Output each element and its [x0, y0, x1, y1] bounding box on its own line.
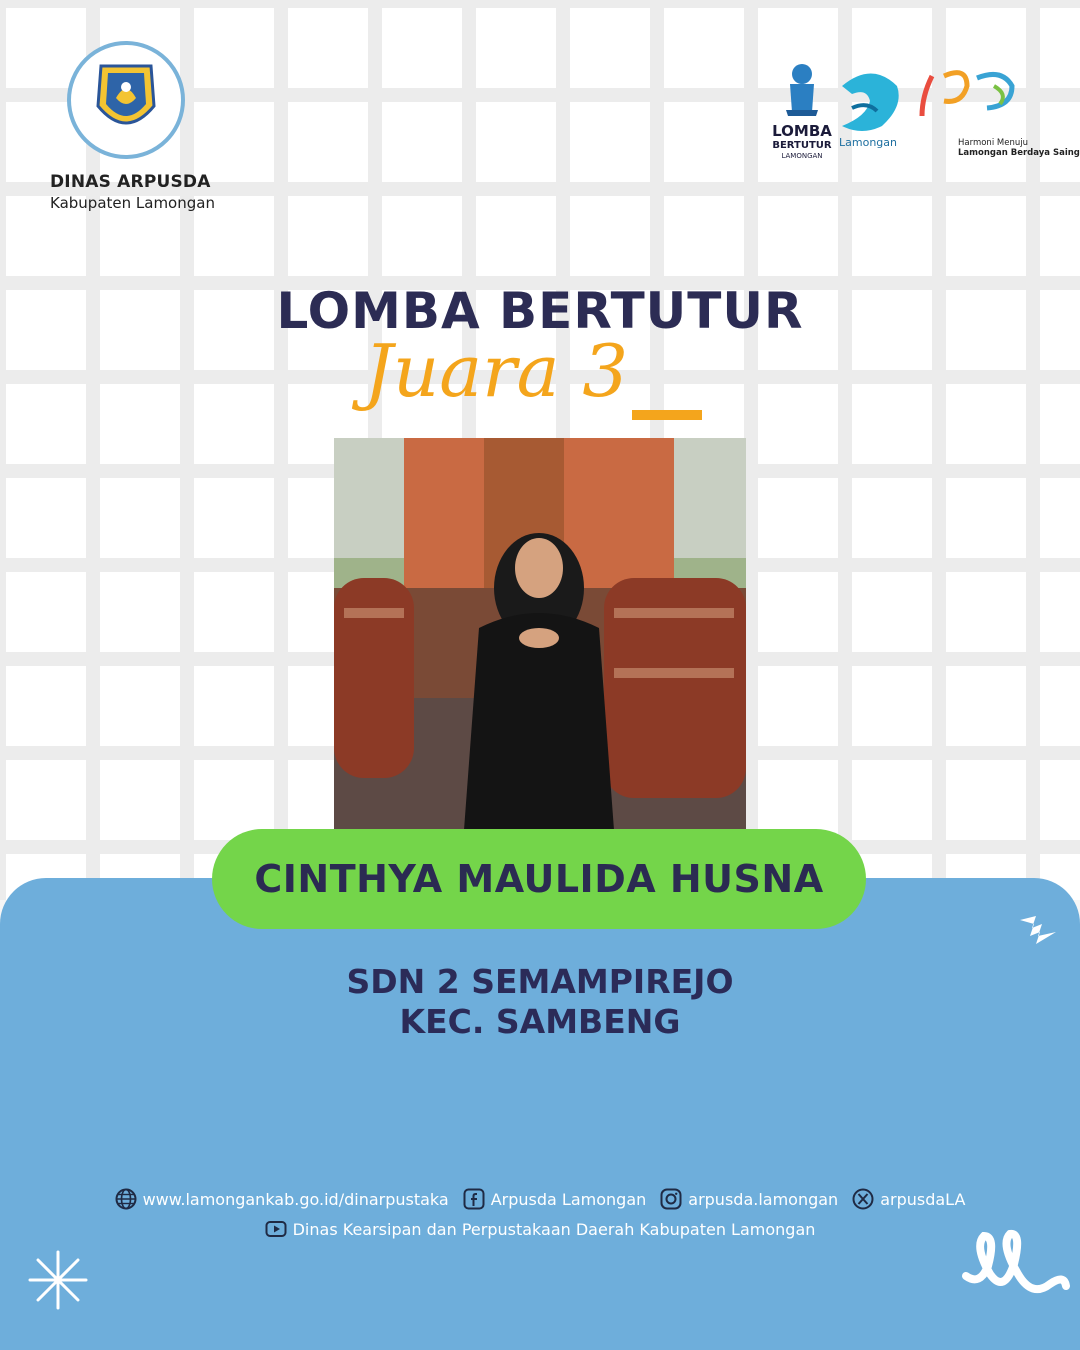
- x-text: arpusdaLA: [880, 1189, 966, 1209]
- social-row-2: [0, 1218, 1080, 1240]
- svg-text:Juara 3: Juara 3: [364, 329, 629, 413]
- x-icon: [852, 1188, 874, 1210]
- lamongan-logo: [839, 74, 899, 150]
- svg-text:BERTUTUR: BERTUTUR: [772, 140, 832, 151]
- social-links: [0, 1188, 1080, 1248]
- winner-name: CINTHYA MAULIDA HUSNA: [254, 857, 824, 901]
- youtube-text: Dinas Kearsipan dan Perpustakaan Daerah Kabupaten Lamongan: [292, 1219, 816, 1239]
- school-name: SDN 2 SEMAMPIREJO: [346, 962, 734, 1001]
- youtube-link[interactable]: [265, 1218, 816, 1240]
- website-text: www.lamongankab.go.id/dinarpustaka: [142, 1189, 449, 1209]
- lomba-bertutur-logo: [772, 64, 832, 160]
- winner-photo: [334, 438, 746, 830]
- social-row-1: [0, 1188, 1080, 1210]
- instagram-text: arpusda.lamongan: [688, 1189, 839, 1209]
- school-district: KEC. SAMBENG: [399, 1002, 681, 1041]
- sparkle-icon: [26, 1248, 90, 1312]
- emblem-icon: [66, 40, 186, 160]
- info-panel: [0, 878, 1080, 1350]
- svg-text:Harmoni Menuju: Harmoni Menuju: [958, 138, 1028, 148]
- instagram-icon: [660, 1188, 682, 1210]
- website-link[interactable]: [115, 1188, 449, 1210]
- globe-icon: [115, 1188, 137, 1210]
- svg-text:LOMBA: LOMBA: [772, 122, 832, 140]
- svg-text:LAMONGAN: LAMONGAN: [781, 152, 823, 160]
- school-info: [0, 962, 1080, 1042]
- org-name: DINAS ARPUSDA: [50, 172, 211, 192]
- harmoni-logo: [922, 73, 1080, 158]
- youtube-icon: [265, 1218, 287, 1240]
- org-block: [50, 172, 215, 212]
- x-link[interactable]: [852, 1188, 965, 1210]
- svg-text:Lamongan: Lamongan: [839, 136, 897, 149]
- org-subtitle: Kabupaten Lamongan: [50, 194, 215, 212]
- facebook-text: Arpusda Lamongan: [490, 1189, 647, 1209]
- facebook-icon: [463, 1188, 485, 1210]
- facebook-link[interactable]: [463, 1188, 647, 1210]
- page-title: LOMBA BERTUTUR: [276, 282, 804, 340]
- instagram-link[interactable]: [660, 1188, 838, 1210]
- svg-text:Lamongan Berdaya Saing: Lamongan Berdaya Saing: [958, 148, 1080, 158]
- partner-logos: [772, 56, 1080, 166]
- lightning-icon: [1016, 906, 1060, 946]
- winner-name-badge: [212, 829, 866, 929]
- award-heading: [354, 316, 714, 436]
